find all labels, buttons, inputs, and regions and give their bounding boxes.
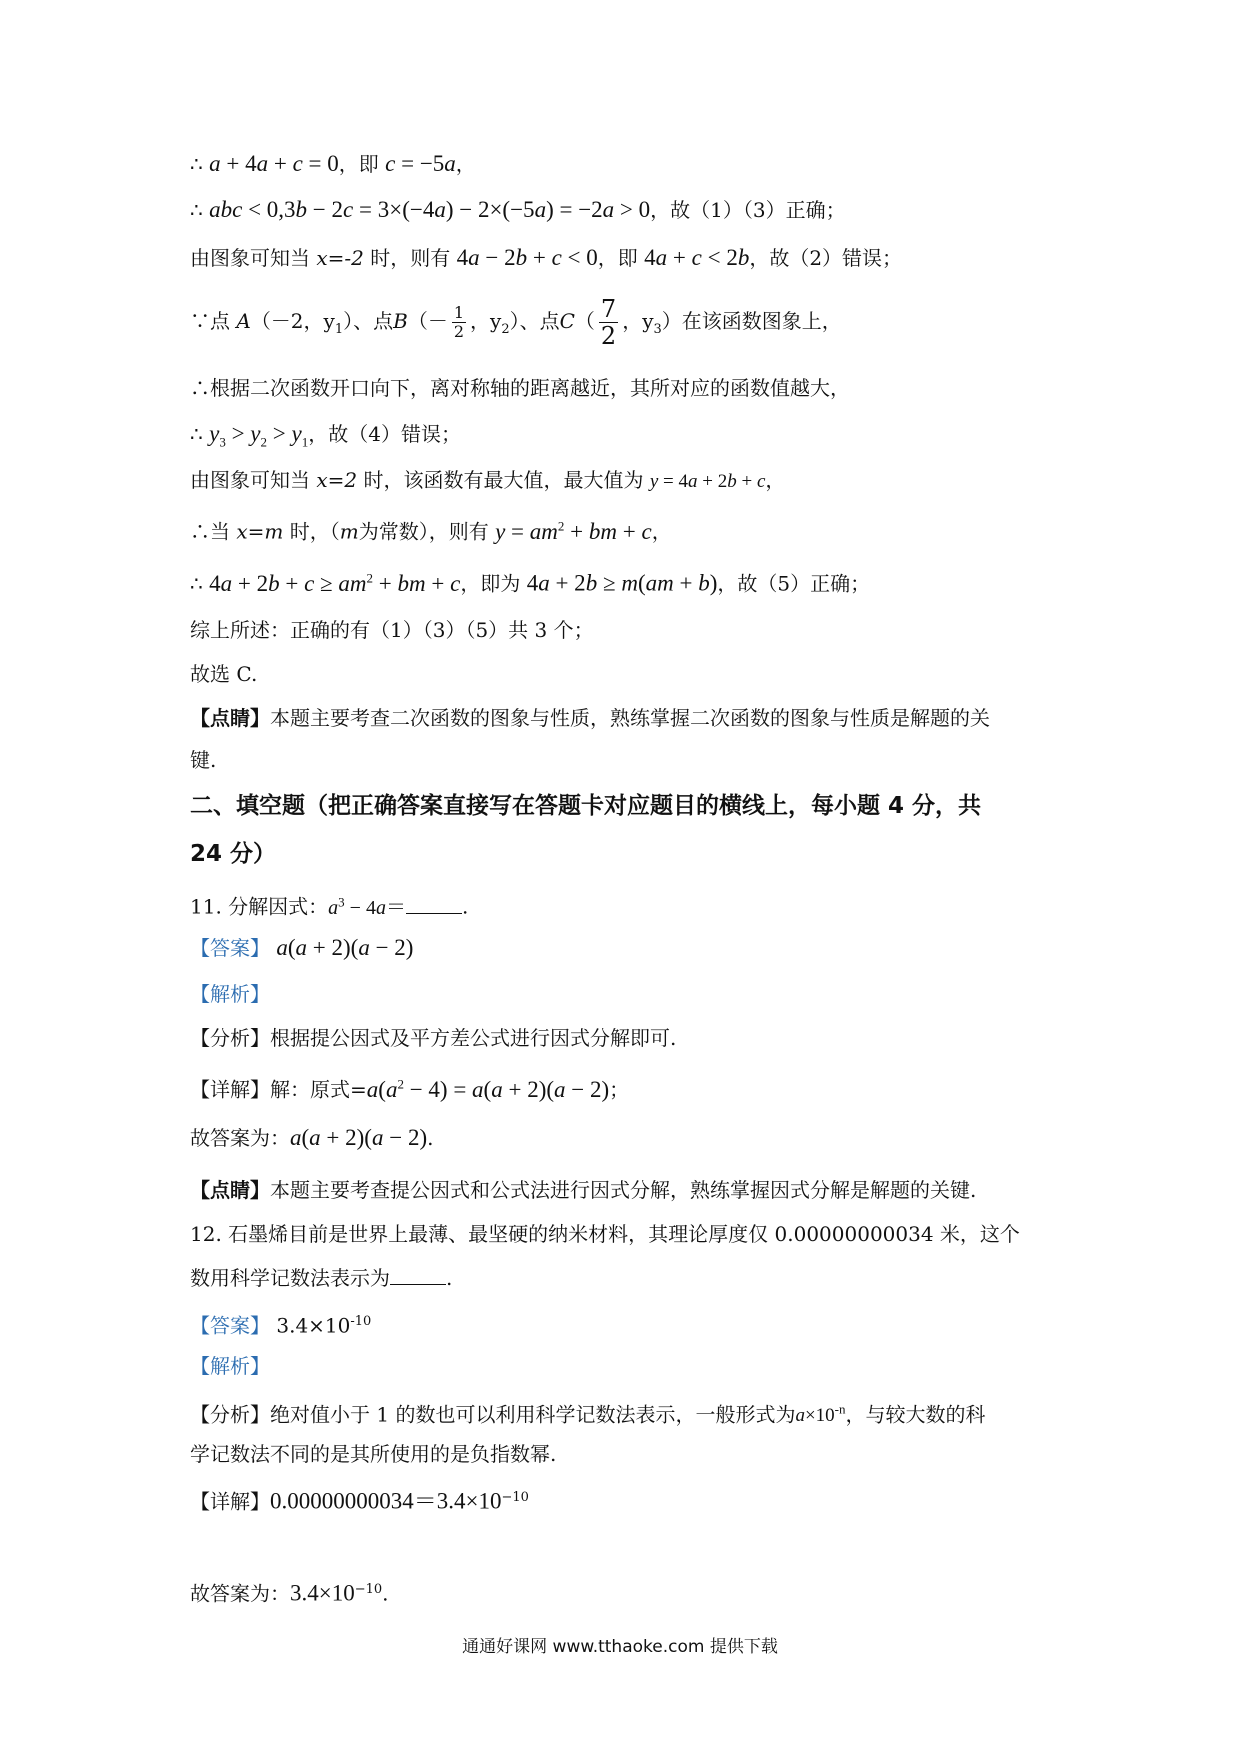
section-heading: 二、填空题（把正确答案直接写在答题卡对应题目的横线上，每小题 4 分，共 bbox=[190, 793, 982, 819]
q12-answer: 【答案】 $3.4\times 10^{-10}$ bbox=[190, 1313, 372, 1338]
answer-blank bbox=[406, 895, 462, 914]
line-dianjing-10: 【点睛】本题主要考查二次函数的图象与性质，熟练掌握二次函数的图象与性质是解题的关 bbox=[190, 706, 990, 730]
q12-xiangjie: 【详解】$0.00000000034=3.4\times 10^{-10}$ bbox=[190, 1488, 529, 1514]
fraction-seven-halves: $\frac{7}{2}$ bbox=[600, 295, 617, 350]
line-y-compare: ∴ $y_3 > y_2 > y_1$，故（4）错误； bbox=[190, 421, 461, 450]
line-x-m: ∴当 x=m 时，（m为常数），则有 $y = am^2$ + bm + c， bbox=[190, 518, 672, 544]
q12-final-answer: 故答案为：$3.4\times 10^{-10}$. bbox=[190, 1580, 389, 1606]
answer-blank bbox=[390, 1266, 446, 1285]
q12-analysis-tag: 【解析】 bbox=[190, 1354, 270, 1378]
line-dianjing-10-end: 键. bbox=[190, 748, 217, 772]
question-11: 11. 分解因式：$a^3 - 4a=$ . bbox=[190, 894, 469, 919]
q11-analysis-tag: 【解析】 bbox=[190, 982, 270, 1006]
question-12: 12. 石墨烯目前是世界上最薄、最坚硬的纳米材料，其理论厚度仅 0.00000000034 米，这个 bbox=[190, 1222, 1020, 1246]
line-points: ∵点 A（－2，$y_1$）、点B（－ $\frac{1}{2}$ ，$y_2$）、点C（ $\frac{7}{2}$ ，$y_3$）在该函数图象上， bbox=[190, 295, 842, 350]
q12-fenxi-cont: 学记数法不同的是其所使用的是负指数幂. bbox=[190, 1442, 557, 1466]
q11-final-answer: 故答案为：a(a + 2)(a − 2). bbox=[190, 1125, 434, 1150]
q11-dianjing: 【点睛】本题主要考查提公因式和公式法进行因式分解，熟练掌握因式分解是解题的关键. bbox=[190, 1178, 977, 1202]
q11-fenxi: 【分析】根据提公因式及平方差公式进行因式分解即可. bbox=[190, 1026, 677, 1050]
line-x-neg2: 由图象可知当 x=-2 时，则有 4a − 2b + c < 0，即 4a + c < 2b，故（2）错误； bbox=[190, 245, 903, 270]
q12-fenxi: 【分析】绝对值小于 1 的数也可以利用科学记数法表示，一般形式为$a\times 10^{-n}$，与较大数的科 bbox=[190, 1402, 986, 1427]
line-summary: 综上所述：正确的有（1）（3）（5）共 3 个； bbox=[190, 618, 594, 642]
page-footer: 通通好课网 www.tthaoke.com 提供下载 bbox=[462, 1637, 778, 1657]
line-max-value: 由图象可知当 x=2 时，该函数有最大值，最大值为 y = 4a + 2b + c， bbox=[190, 468, 786, 492]
line-parabola-reasoning: ∴根据二次函数开口向下，离对称轴的距离越近，其所对应的函数值越大， bbox=[190, 376, 850, 400]
fraction-one-half: $\frac{1}{2}$ bbox=[453, 303, 465, 341]
line-inequality: ∴ $4a + 2b + c \ge am^2$ + bm + c，即为 4a + 2b ≥ m(am + b)，故（5）正确； bbox=[190, 570, 871, 596]
section-heading-cont: 24 分） bbox=[190, 841, 277, 867]
q11-xiangjie: 【详解】解：原式$=a(a^2 - 4) = a(a + 2)(a - 2)$； bbox=[190, 1076, 630, 1102]
line-abc-check: ∴ abc < 0,3b − 2c = 3×(−4a) − 2×(−5a) = −2a > 0，故（1）（3）正确； bbox=[190, 197, 846, 222]
line-choose-c: 故选 C. bbox=[190, 662, 258, 686]
question-12-cont: 数用科学记数法表示为 . bbox=[190, 1266, 453, 1290]
line-c-equals: ∴ a + 4a + c = 0，即 c = −5a， bbox=[190, 151, 476, 176]
q11-answer: 【答案】 a(a + 2)(a − 2) bbox=[190, 935, 414, 960]
